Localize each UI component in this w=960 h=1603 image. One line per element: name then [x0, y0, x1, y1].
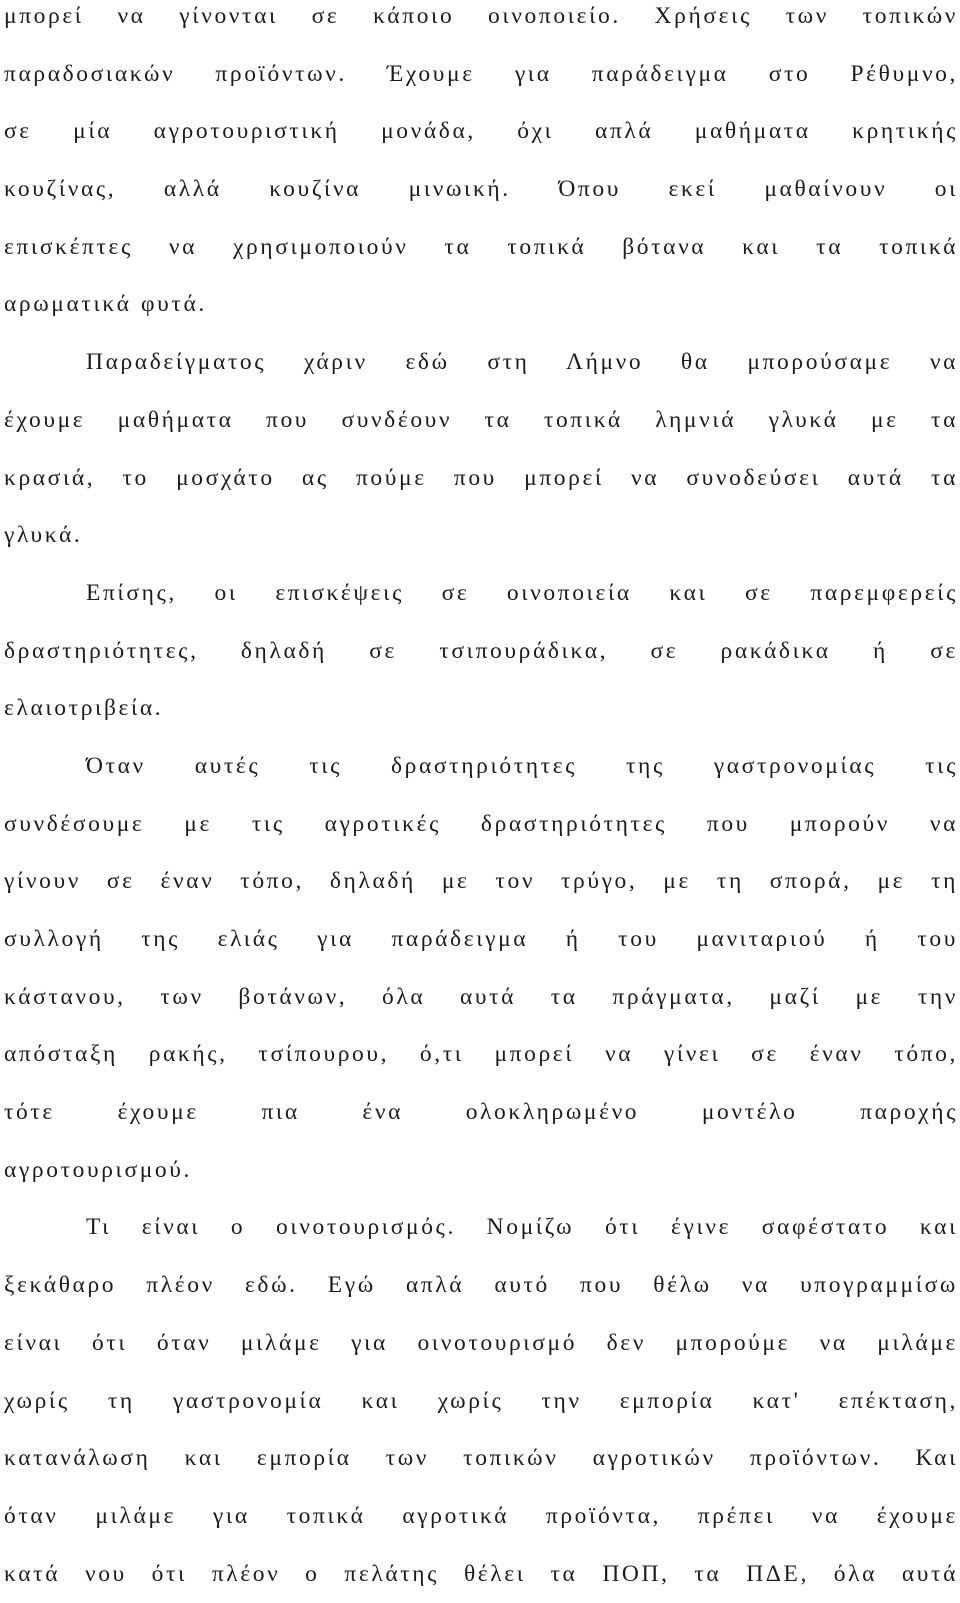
text-line: κάστανου, των βοτάνων, όλα αυτά τα πράγματα, μαζί με την [4, 983, 958, 1010]
text-line: ελαιοτριβεία. [4, 695, 164, 722]
text-line: δραστηριότητες, δηλαδή σε τσιπουράδικα, σε ρακάδικα ή σε [4, 637, 958, 664]
text-line: μπορεί να γίνονται σε κάποιο οινοποιείο. Χρήσεις των τοπικών [4, 3, 958, 29]
text-line: χωρίς τη γαστρονομία και χωρίς την εμπορία κατ' επέκταση, [4, 1387, 958, 1414]
text-line: επισκέπτες να χρησιμοποιούν τα τοπικά βότανα και τα τοπικά [4, 233, 958, 260]
text-line: Όταν αυτές τις δραστηριότητες της γαστρονομίας τις [86, 752, 958, 779]
text-line: συνδέσουμε με τις αγροτικές δραστηριότητες που μπορούν να [4, 810, 958, 837]
text-line: έχουμε μαθήματα που συνδέουν τα τοπικά λημνιά γλυκά με τα [4, 406, 958, 433]
text-line: Επίσης, οι επισκέψεις σε οινοποιεία και σε παρεμφερείς [86, 579, 958, 606]
text-line: συλλογή της ελιάς για παράδειγμα ή του μανιταριού ή του [4, 926, 958, 952]
text-line: τότε έχουμε πια ένα ολοκληρωμένο μοντέλο παροχής [4, 1099, 958, 1126]
text-line: είναι ότι όταν μιλάμε για οινοτουρισμό δεν μπορούμε να μιλάμε [4, 1329, 958, 1356]
text-line: απόσταξη ρακής, τσίπουρου, ό,τι μπορεί να γίνει σε έναν τόπο, [4, 1041, 958, 1068]
text-line: Παραδείγματος χάριν εδώ στη Λήμνο θα μπορούσαμε να [86, 349, 958, 376]
text-line: σε μία αγροτουριστική μονάδα, όχι απλά μαθήματα κρητικής [4, 118, 958, 145]
text-line: ξεκάθαρο πλέον εδώ. Εγώ απλά αυτό που θέλω να υπογραμμίσω [4, 1272, 958, 1299]
text-line: αγροτουρισμού. [4, 1156, 192, 1183]
text-line: κατανάλωση και εμπορία των τοπικών αγροτικών προϊόντων. Και [4, 1445, 958, 1472]
text-line: γλυκά. [4, 522, 83, 549]
document-page [4, 0, 958, 1603]
text-line: κουζίνας, αλλά κουζίνα μινωική. Όπου εκεί μαθαίνουν οι [4, 176, 958, 203]
text-line: κρασιά, το μοσχάτο ας πούμε που μπορεί να συνοδεύσει αυτά τα [4, 464, 958, 491]
text-line: κατά νου ότι πλέον ο πελάτης θέλει τα ΠΟΠ, τα ΠΔΕ, όλα αυτά [4, 1560, 958, 1587]
text-line: αρωματικά φυτά. [4, 291, 207, 318]
text-line: γίνουν σε έναν τόπο, δηλαδή με τον τρύγο, με τη σπορά, με τη [4, 868, 958, 895]
text-line: όταν μιλάμε για τοπικά αγροτικά προϊόντα, πρέπει να έχουμε [4, 1502, 958, 1529]
text-line: παραδοσιακών προϊόντων. Έχουμε για παράδειγμα στο Ρέθυμνο, [4, 60, 958, 87]
text-line: Τι είναι ο οινοτουρισμός. Νομίζω ότι έγινε σαφέστατο και [86, 1214, 958, 1241]
